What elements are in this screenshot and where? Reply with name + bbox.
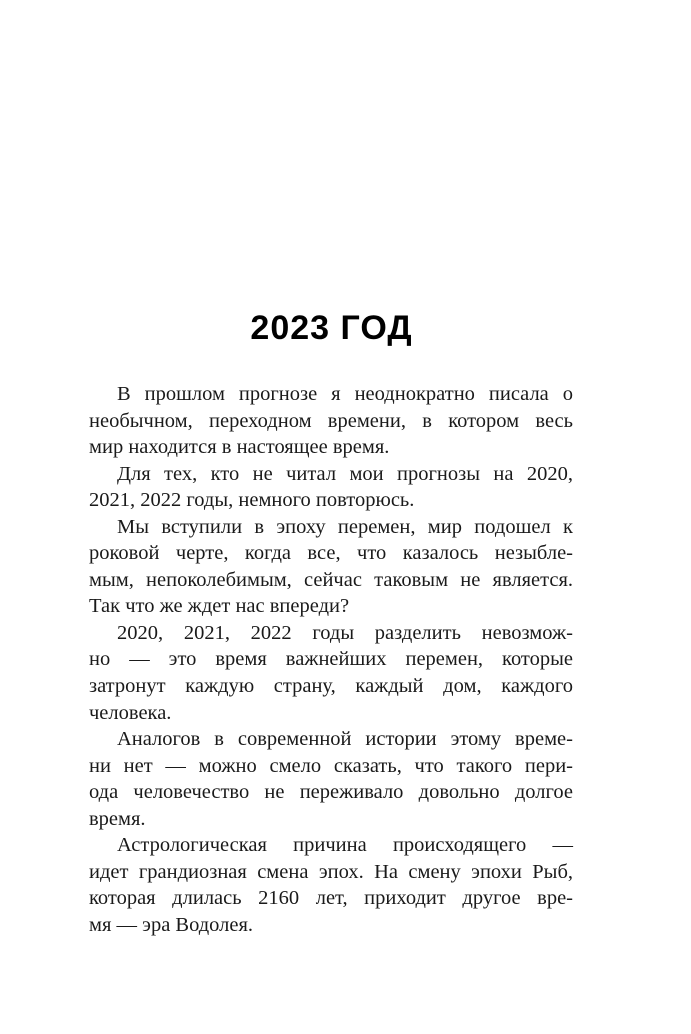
text-line: ода человечество не переживало довольно долгое (89, 781, 573, 804)
text-line: затронут каждую страну, каждый дом, каждого (89, 675, 573, 698)
text-line: мым, непоколебимым, сейчас таковым не является. (89, 568, 573, 591)
text-line: идет грандиозная смена эпох. На смену эпохи Рыб, (89, 860, 573, 883)
paragraph (89, 461, 573, 514)
text-line: ни нет — можно смело сказать, что такого пери- (89, 754, 573, 777)
text-line: Аналогов в современной истории этому време- (117, 728, 573, 751)
body-text (89, 381, 573, 938)
text-line: мя — эра Водолея. (89, 913, 254, 936)
text-line: 2020, 2021, 2022 годы разделить невозмож- (117, 621, 573, 644)
paragraph (89, 620, 573, 726)
text-line: Для тех, кто не читал мои прогнозы на 2020, (117, 462, 573, 485)
text-line: мир находится в настоящее время. (89, 436, 390, 459)
text-line: В прошлом прогнозе я неоднократно писала о (117, 383, 573, 405)
text-line: время. (89, 807, 146, 830)
text-line: 2021, 2022 годы, немного повторюсь. (89, 489, 415, 512)
text-line: но — это время важнейших перемен, которые (89, 648, 573, 671)
text-line: необычном, переходном времени, в котором весь (89, 409, 573, 432)
paragraph (89, 832, 573, 938)
text-line: Мы вступили в эпоху перемен, мир подошел к (117, 515, 573, 538)
text-line: Так что же ждет нас впереди? (89, 595, 350, 618)
text-line: роковой черте, когда все, что казалось незыбле- (89, 542, 573, 565)
chapter-title: 2023 ГОД (250, 309, 413, 347)
text-line: Астрологическая причина происходящего — (117, 834, 573, 857)
text-line: человека. (89, 701, 172, 724)
paragraph (89, 381, 573, 461)
paragraph (89, 514, 573, 620)
paragraph (89, 726, 573, 832)
text-line: которая длилась 2160 лет, приходит другое вре- (89, 887, 573, 910)
